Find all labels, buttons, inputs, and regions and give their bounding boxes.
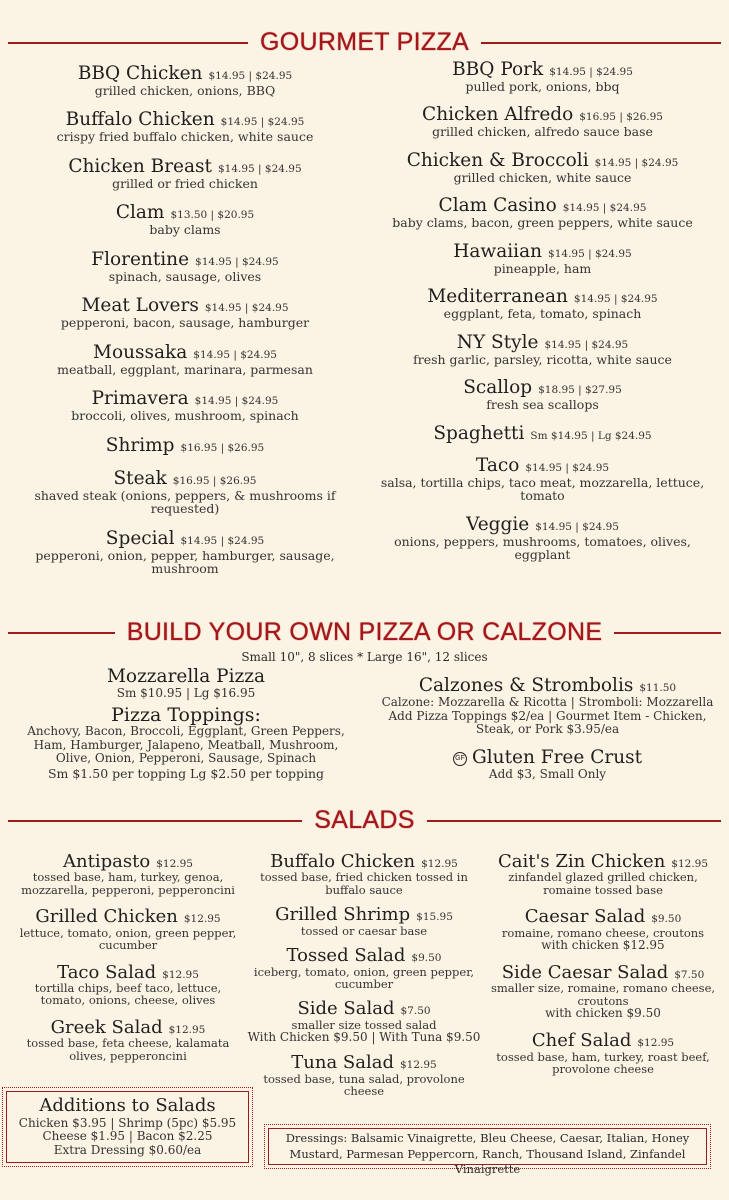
item-price: $12.95 [162,968,199,981]
menu-item-clam-casino [370,196,715,229]
item-price: Sm $10.95 | Lg $16.95 [116,686,256,701]
item-desc: onions, peppers, mushrooms, tomatoes, olives, eggplant [394,533,691,563]
size-info: Small 10", 8 slices * Large 16", 12 slices [241,650,488,664]
divider [8,42,248,44]
item-name: Clam [115,202,165,224]
item-name: Mozzarella Pizza [106,666,266,687]
toppings-price: Sm $1.50 per topping Lg $2.50 per topping [47,765,325,781]
item-name: Side Salad [297,998,395,1020]
additions-line: Extra Dressing $0.60/ea [53,1143,202,1158]
calzone-block [380,676,715,781]
item-name: Spaghetti [433,422,525,444]
divider [614,632,721,634]
item-desc: tossed base, tuna salad, provolone cheese [263,1071,465,1098]
divider [481,42,721,44]
menu-item-spaghetti [370,424,715,444]
item-price: $14.95 | $24.95 [525,461,610,474]
menu-item-hawaiian [370,242,715,275]
item-desc: tossed or caesar base [300,923,428,938]
item-price: $16.95 | $26.95 [172,474,257,487]
section-title: GOURMET PIZZA [260,28,470,56]
item-extra: With Chicken $9.50 | With Tuna $9.50 [247,1030,481,1045]
item-price: Sm $14.95 | Lg $24.95 [530,429,652,442]
item-name: BBQ Pork [452,59,544,80]
menu-item-caesar-salad [485,907,721,952]
menu-item-meat-lovers [20,296,350,329]
item-desc: grilled chicken, onions, BBQ [94,82,276,98]
menu-item-bbq-pork [370,60,715,93]
item-price: $14.95 | $24.95 [573,293,658,306]
item-desc: tossed base, feta cheese, kalamata olives, pepperoncini [26,1036,230,1063]
item-price: $9.50 [651,913,682,926]
item-name: Taco [475,454,520,476]
item-price: $14.95 | $24.95 [562,202,647,215]
menu-item-greek-salad [12,1018,244,1062]
item-desc: spinach, sausage, olives [108,268,262,284]
menu-item-ny-style [370,333,715,366]
item-price: $14.95 | $24.95 [548,247,632,260]
item-desc: iceberg, tomato, onion, green pepper, cucumber [253,964,475,991]
divider [8,632,115,634]
menu-item-side-caesar-salad [485,963,721,1020]
item-price: $14.95 | $24.95 [180,534,265,547]
item-extra: with chicken $12.95 [541,938,665,953]
toppings-title: Pizza Toppings: [111,703,261,726]
menu-item-tossed-salad [247,946,481,990]
mozzarella-block [20,667,352,781]
menu-item-tuna-salad [247,1053,481,1097]
item-name: Gluten Free Crust [471,746,643,768]
gourmet-left-column [20,64,350,589]
item-desc: salsa, tortilla chips, taco meat, mozzarella, lettuce, tomato [380,474,705,504]
item-price: $15.95 [416,911,453,924]
menu-item-buffalo-chicken [247,852,481,896]
divider [8,820,302,822]
dressings-list: Dressings: Balsamic Vinaigrette, Bleu Cheese, Caesar, Italian, Honey Mustard, Parmesan Peppercorn, Ranch, Thousand Island, Zinfandel Vinaigrette [285,1131,690,1177]
menu-item-grilled-shrimp [247,905,481,937]
item-price: $12.95 [156,858,193,870]
item-desc: lettuce, tomato, onion, green pepper, cucumber [19,925,237,953]
item-price: $12.95 [671,858,709,870]
menu-item-grilled-chicken [12,907,244,951]
item-price: $14.95 | $24.95 [549,66,633,78]
section-title: SALADS [314,806,415,834]
menu-item-primavera [20,389,350,422]
item-desc: pulled pork, onions, bbq [465,78,620,94]
item-price: $12.95 [183,913,221,926]
item-name: Chef Salad [531,1030,632,1052]
item-desc: pepperoni, bacon, sausage, hamburger [60,315,310,331]
item-name: Side Caesar Salad [501,962,669,984]
item-price: $14.95 | $24.95 [195,255,279,268]
item-price: $9.50 [411,952,442,965]
item-desc: tossed base, ham, turkey, genoa, mozzarella, pepperoni, pepperoncini [21,870,235,897]
item-name: BBQ Chicken [77,63,203,84]
item-name: Primavera [91,388,189,410]
item-name: Scallop [463,377,533,399]
item-name: Grilled Chicken [35,906,178,928]
menu-item-antipasto [12,852,244,896]
item-desc: tortilla chips, beef taco, lettuce, tomato, onions, cheese, olives [34,980,222,1008]
menu-item-taco [370,456,715,503]
item-price: $12.95 [421,858,458,870]
item-price: $14.95 | $24.95 [594,156,679,169]
item-name: Chicken Breast [68,155,212,177]
salads-column-3 [485,852,721,1087]
item-price: $12.95 [399,1059,437,1072]
menu-item-special [20,529,350,576]
item-name: Chicken & Broccoli [406,149,589,171]
item-price: $14.95 | $24.95 [217,162,302,175]
item-name: Clam Casino [438,195,557,217]
item-name: Steak [113,467,167,489]
menu-item-chicken-alfredo [370,105,715,138]
item-desc: smaller size tossed salad [291,1017,437,1032]
additions-line: Cheese $1.95 | Bacon $2.25 [42,1129,213,1144]
item-desc: pineapple, ham [493,260,592,276]
item-name: Special [105,527,175,549]
item-price: $12.95 [637,1037,675,1050]
menu-item-bbq-chicken [20,64,350,97]
item-desc: grilled chicken, white sauce [453,169,632,185]
item-price: $16.95 | $26.95 [180,441,265,454]
item-desc: fresh garlic, parsley, ricotta, white sauce [413,351,672,367]
menu-item-florentine [20,250,350,283]
additions-box [6,1091,249,1163]
item-desc: pepperoni, onion, pepper, hamburger, sausage, mushroom [35,547,335,577]
item-price: $13.50 | $20.95 [170,209,255,222]
menu-item-taco-salad [12,963,244,1007]
item-desc: meatball, eggplant, marinara, parmesan [57,361,313,377]
menu-item-scallop [370,378,715,411]
dressings-box [268,1128,707,1177]
item-desc: fresh sea scallops [486,397,599,413]
build-header [8,618,721,647]
toppings-list: Anchovy, Bacon, Broccoli, Eggplant, Green Peppers, Ham, Hamburger, Jalapeno, Meatball, Mushroom, Olive, Onion, Pepperoni, Sausage, Spinach [27,724,345,765]
section-title: BUILD YOUR OWN PIZZA OR CALZONE [126,618,603,646]
item-price: $14.95 | $24.95 [535,520,619,533]
item-price: $7.50 [400,1005,431,1018]
item-name: Taco Salad [57,961,157,983]
item-price: $11.50 [639,682,677,694]
item-name: Mediterranean [427,286,568,308]
item-extra: with chicken $9.50 [545,1006,661,1021]
menu-item-chicken-breast [20,157,350,190]
divider [427,820,721,822]
additions-line: Chicken $3.95 | Shrimp (5pc) $5.95 [18,1115,237,1130]
gluten-free-icon: GF [453,752,467,766]
item-price: $14.95 | $24.95 [208,70,293,82]
item-name: Cait's Zin Chicken [497,851,666,872]
salads-column-2 [247,852,481,1106]
item-desc: Calzone: Mozzarella & Ricotta | Stromboli: Mozzarella Add Pizza Toppings $2/ea | Gourmet Item - Chicken, Steak, or Pork $3.95/ea [381,695,714,736]
item-desc: grilled or fried chicken [112,175,258,191]
item-price: $14.95 | $24.95 [544,338,629,351]
item-desc: crispy fried buffalo chicken, white sauce [56,129,314,145]
item-name: Chicken Alfredo [422,104,574,126]
item-desc: eggplant, feta, tomato, spinach [443,306,642,322]
item-name: Greek Salad [50,1016,163,1038]
additions-title: Additions to Salads [39,1095,216,1116]
item-desc: smaller size, romaine, romano cheese, croutons [490,981,716,1008]
salads-column-1 [12,852,244,1073]
menu-item-shrimp [20,436,350,456]
item-desc: tossed base, fried chicken tossed in buffalo sauce [260,870,468,897]
item-price: $12.95 [168,1023,206,1036]
item-price: $14.95 | $24.95 [220,116,305,129]
item-desc: baby clams [149,222,221,238]
menu-item-buffalo-chicken [20,110,350,143]
item-desc: baby clams, bacon, green peppers, white sauce [392,215,693,231]
item-name: Veggie [466,513,530,535]
item-name: Buffalo Chicken [270,851,416,872]
menu-item-steak [20,469,350,516]
menu-item-side-salad [247,999,481,1044]
item-name: Calzones & Strombolis [418,675,634,696]
item-desc: broccoli, olives, mushroom, spinach [71,408,299,424]
item-name: Shrimp [105,434,175,456]
item-name: Tuna Salad [291,1052,394,1074]
item-desc: grilled chicken, alfredo sauce base [432,124,653,140]
item-name: Caesar Salad [524,906,646,928]
item-name: Hawaiian [453,240,543,262]
menu-item-clam [20,203,350,236]
menu-item-moussaka [20,343,350,376]
item-name: Tossed Salad [286,945,406,967]
item-name: Moussaka [93,341,188,363]
menu-item-mediterranean [370,287,715,320]
item-desc: tossed base, ham, turkey, roast beef, provolone cheese [496,1049,710,1077]
salads-header [8,806,721,835]
item-name: NY Style [456,331,539,353]
item-desc: shaved steak (onions, peppers, & mushrooms if requested) [34,487,336,517]
item-name: Grilled Shrimp [275,904,411,926]
item-price: $18.95 | $27.95 [538,384,622,397]
item-name: Antipasto [63,851,151,872]
item-name: Florentine [91,248,190,270]
gourmet-right-column [370,60,715,574]
item-desc: romaine, romano cheese, croutons [501,925,705,940]
item-desc: zinfandel glazed grilled chicken, romaine tossed base [508,870,698,897]
item-name: Buffalo Chicken [65,109,215,131]
gourmet-header [8,28,721,57]
menu-item-chicken-broccoli [370,151,715,184]
item-price: $14.95 | $24.95 [194,395,279,408]
item-price: $14.95 | $24.95 [193,348,277,361]
item-price: $16.95 | $26.95 [579,111,663,124]
item-name: Meat Lovers [81,295,199,317]
item-desc: Add $3, Small Only [488,767,607,782]
menu-item-cait-s-zin-chicken [485,852,721,896]
menu-item-veggie [370,515,715,562]
menu-item-chef-salad [485,1031,721,1075]
item-price: $7.50 [674,969,705,982]
item-price: $14.95 | $24.95 [204,302,289,315]
